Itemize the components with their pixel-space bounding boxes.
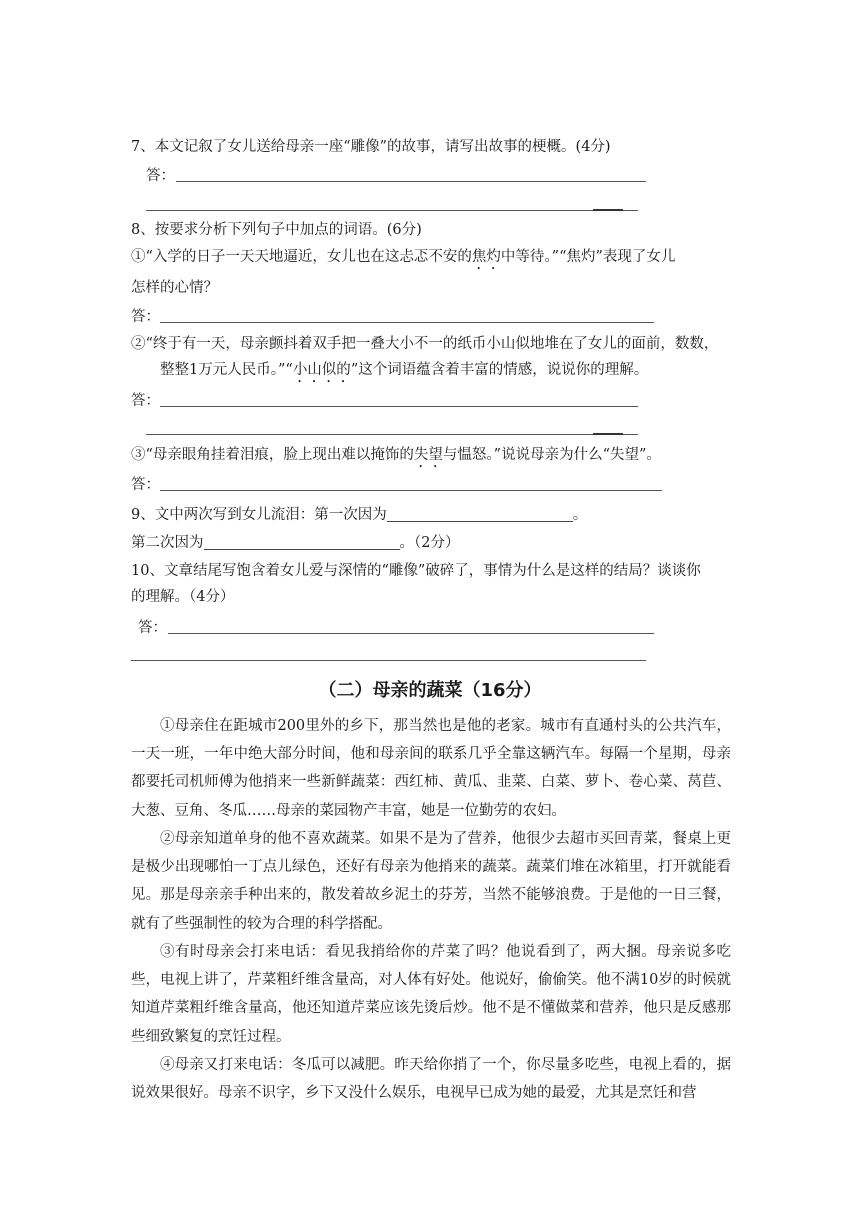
q10-answer-line-1[interactable]: [168, 633, 654, 634]
q8-sentence-1: [131, 247, 675, 273]
q7-answer-line-2-mark: [593, 209, 623, 211]
q10-answer-label: 答：: [138, 620, 167, 636]
q7-answer-line-1[interactable]: [176, 181, 646, 182]
q9-line-2: [131, 533, 459, 553]
q8-answer-2-line-2-mark: [593, 433, 623, 435]
q8-s1-dotted-word: 焦灼: [471, 249, 501, 265]
q10-answer-line-2[interactable]: [131, 660, 646, 661]
q9-second-reason-label: 第二次因为: [131, 535, 204, 551]
section-2-paragraph-3: ③有时母亲会打来电话：看见我捎给你的芹菜了吗？他说看到了，两大捆。母亲说多吃些，电视上讲了，芹菜粗纤维含量高，对人体有好处。他说好，偷偷笑。他不满10岁的时候就知道芹菜粗纤维含量高，他还知道芹菜应该先烫后炒。他不是不懂做菜和营养，他只是反感那些细致繁复的烹饪过程。: [131, 944, 731, 1045]
q8-s3-dotted-word: 失望: [413, 447, 443, 463]
q8-s1-text-b: 中等待。”“焦灼”表现了女儿: [500, 249, 676, 265]
q8-sentence-2-cont: [160, 360, 648, 386]
q9-first-reason-blank[interactable]: [387, 506, 573, 522]
q8-s2-text-b: ”这个词语蕴含着丰富的情感，说说你的理解。: [350, 362, 649, 378]
q8-answer-3-line[interactable]: [160, 490, 662, 491]
q8-answer-1-line[interactable]: [160, 322, 654, 323]
q8-sentence-1-cont: 怎样的心情？: [131, 280, 218, 296]
q9-line-1-end: 。: [572, 507, 588, 523]
q10-line-2: 的理解。（4分）: [131, 589, 235, 605]
q8-answer-1-label: 答：: [131, 309, 160, 325]
q8-s2-text-a: 整整1万元人民币。”“: [160, 362, 293, 378]
q8-answer-2-label: 答：: [131, 393, 160, 409]
section-2-paragraph-2: ②母亲知道单身的他不喜欢蔬菜。如果不是为了营养，他很少去超市买回青菜，餐桌上更是极少出现哪怕一丁点儿绿色，还好有母亲为他捎来的蔬菜。蔬菜们堆在冰箱里，打开就能看见。那是母亲亲手种出来的，散发着故乡泥土的芬芳，当然不能够浪费。于是他的一日三餐，就有了些强制性的较为合理的科学搭配。: [131, 831, 731, 932]
section-2-title: （二）母亲的蔬菜（16分）: [318, 680, 542, 701]
q8-s1-text-a: ①“入学的日子一天天地逼近，女儿也在这忐忑不安的: [131, 249, 472, 265]
q9-line-1: [131, 505, 587, 525]
q9-first-reason-label: 9、文中两次写到女儿流泪：第一次因为: [131, 507, 387, 523]
section-2-paragraph-4: ④母亲又打来电话：冬瓜可以减肥。昨天给你捎了一个，你尽量多吃些，电视上看的，据说效果很好。母亲不识字，乡下又没什么娱乐，电视早已成为她的最爱，尤其是烹饪和营: [131, 1057, 731, 1102]
q9-second-reason-blank[interactable]: [204, 534, 400, 550]
q8-s3-text-b: 与愠怒。”说说母亲为什么“失望”。: [442, 447, 661, 463]
q8-s3-text-a: ③“母亲眼角挂着泪痕，脸上现出难以掩饰的: [131, 447, 414, 463]
q8-answer-2-line-1[interactable]: [160, 406, 638, 407]
q8-question: 8、按要求分析下列句子中加点的词语。(6分): [131, 222, 422, 238]
section-2-paragraph-1: ①母亲住在距城市200里外的乡下，那当然也是他的老家。城市有直通村头的公共汽车，一天一班，一年中绝大部分时间，他和母亲间的联系几乎全靠这辆汽车。每隔一个星期，母亲都要托司机师傅为他捎来一些新鲜蔬菜：西红柿、黄瓜、韭菜、白菜、萝卜、卷心菜、莴苣、大葱、豆角、冬瓜……母亲的菜园物产丰富，她是一位勤劳的农妇。: [131, 718, 731, 819]
q7-question: 7、本文记叙了女儿送给母亲一座“雕像”的故事，请写出故事的梗概。(4分): [131, 139, 611, 155]
q10-line-1: 10、文章结尾写饱含着女儿爱与深情的“雕像”破碎了，事情为什么是这样的结局？谈谈你: [131, 563, 701, 579]
q8-sentence-3: [131, 445, 661, 471]
q8-answer-2-line-2[interactable]: [146, 434, 638, 435]
q8-sentence-2: ②“终于有一天，母亲颤抖着双手把一叠大小不一的纸币小山似地堆在了女儿的面前，数数，: [131, 336, 719, 352]
q7-answer-line-2[interactable]: [146, 210, 638, 211]
q7-answer-label: 答：: [146, 168, 175, 184]
q8-s2-dotted-word: 小山似的: [292, 362, 351, 378]
q9-line-2-end: 。（2分）: [399, 535, 460, 551]
q8-answer-3-label: 答：: [131, 477, 160, 493]
